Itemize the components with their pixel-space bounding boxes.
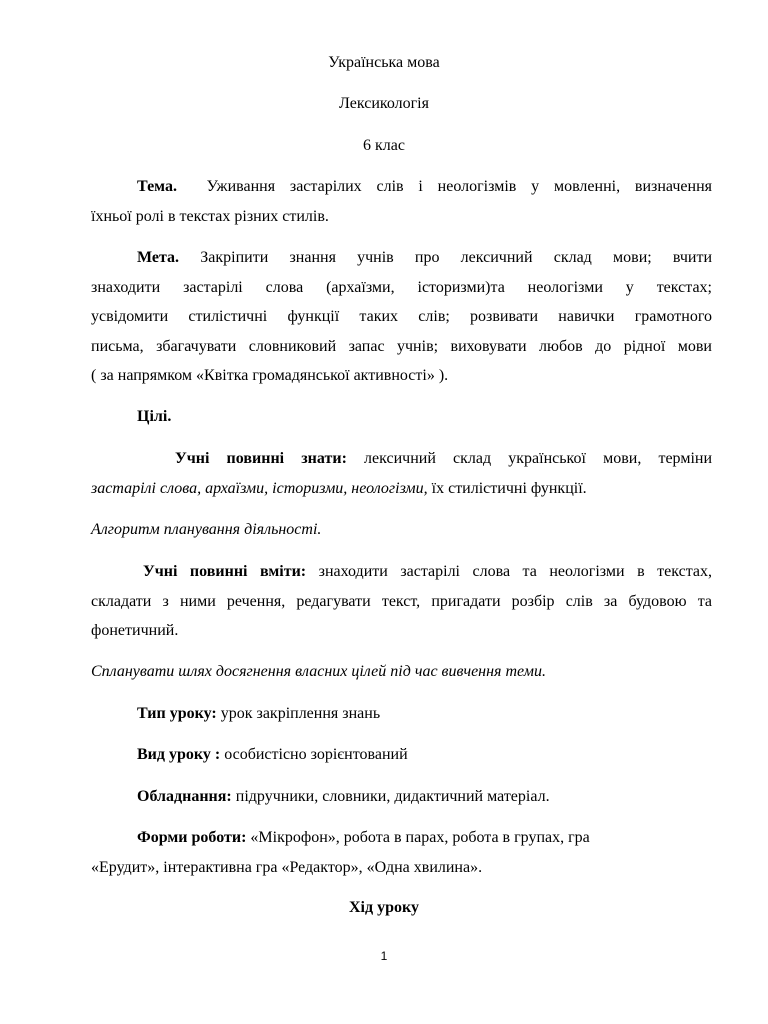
section-heading: Лексикологія	[339, 95, 429, 112]
goal-paragraph	[91, 243, 712, 391]
lesson-type-value: урок закріплення знань	[220, 705, 381, 722]
equipment-label: Обладнання:	[137, 788, 232, 805]
course-title: Хід уроку	[349, 899, 419, 916]
plan-paragraph	[91, 657, 712, 687]
forms-label: Форми роботи:	[137, 829, 247, 846]
lesson-kind-value: особистісно зорієнтований	[224, 746, 408, 763]
skills-text-line1: знаходити застарілі слова та неологізми в текстах,	[318, 563, 713, 580]
know-text-line1: лексичний склад української мови, терміни	[364, 450, 713, 467]
goal-text-line2: знаходити застарілі слова (архаїзми, історизми)та неологізми у текстах;	[91, 278, 712, 296]
know-label: Учні повинні знати:	[175, 450, 347, 467]
goal-text-line4: письма, збагачувати словниковий запас учнів; виховувати любов до рідної мови	[91, 337, 712, 355]
forms-text-line2: «Ерудит», інтерактивна гра «Редактор», «Одна хвилина».	[91, 858, 483, 876]
lesson-type-label: Тип уроку:	[137, 705, 217, 722]
aims-paragraph	[91, 402, 712, 432]
subject-heading: Українська мова	[328, 54, 440, 71]
skills-text-line3: фонетичний.	[91, 622, 179, 639]
aims-label: Цілі.	[137, 408, 172, 425]
topic-text-line1: Уживання застарілих слів і неологізмів у мовленні, визначення	[206, 178, 713, 195]
skills-label: Учні повинні вміти:	[143, 563, 307, 580]
goal-text-line5: ( за напрямком «Квітка громадянської активності» ).	[91, 367, 449, 384]
know-paragraph	[91, 444, 712, 503]
know-terms: застарілі слова, архаїзми, історизми, неологізми,	[91, 479, 428, 497]
goal-text-line3: усвідомити стилістичні функції таких слів; розвивати навички грамотного	[91, 308, 712, 325]
forms-paragraph	[91, 823, 712, 882]
goal-label: Мета.	[137, 249, 180, 266]
lesson-kind-paragraph	[91, 740, 712, 770]
know-text-line2: їх стилістичні функції.	[431, 479, 587, 497]
equipment-value: підручники, словники, дидактичний матеріал.	[235, 788, 550, 805]
goal-text-line1: Закріпити знання учнів про лексичний склад мови; вчити	[200, 249, 713, 266]
skills-text-line2: складати з ними речення, редагувати текст, пригадати розбір слів за будовою та	[91, 592, 712, 610]
page-number: 1	[380, 949, 388, 963]
topic-paragraph	[91, 172, 712, 231]
skills-paragraph	[91, 557, 712, 646]
algorithm-text: Алгоритм планування діяльності.	[91, 521, 322, 538]
algorithm-paragraph	[91, 515, 712, 545]
plan-text: Спланувати шлях досягнення власних цілей під час вивчення теми.	[91, 663, 546, 680]
forms-text-line1: «Мікрофон», робота в парах, робота в групах, гра	[250, 829, 590, 846]
lesson-kind-label: Вид уроку :	[137, 746, 221, 763]
topic-label: Тема.	[137, 178, 177, 195]
equipment-paragraph	[91, 782, 712, 812]
grade-heading: 6 клас	[363, 137, 405, 154]
topic-text-line2: їхньої ролі в текстах різних стилів.	[91, 207, 329, 225]
lesson-type-paragraph	[91, 699, 712, 729]
